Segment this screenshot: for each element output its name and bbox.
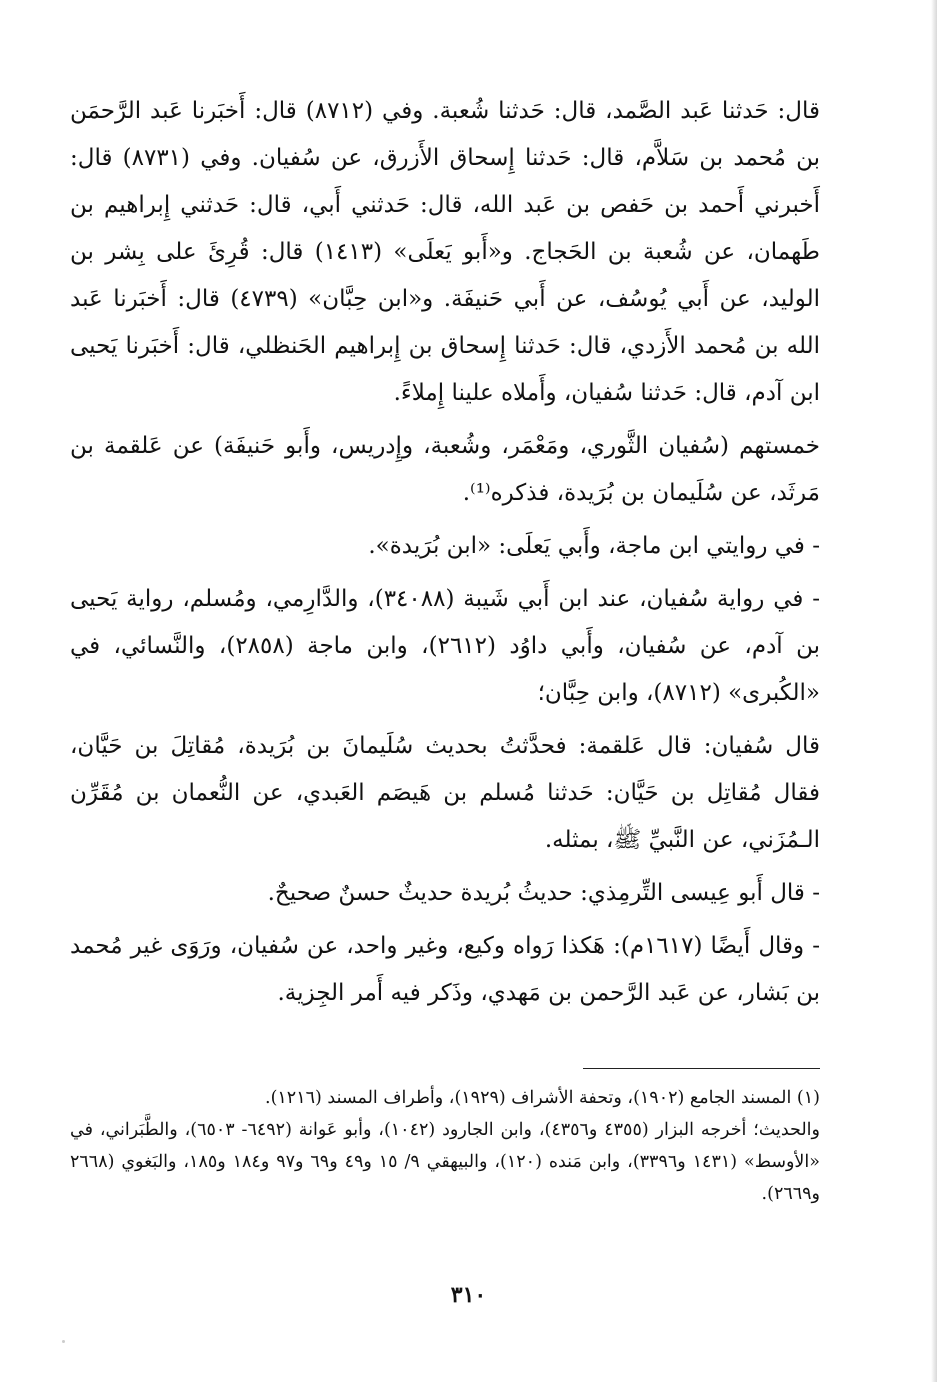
note-sufyan-narration: - في رواية سُفيان، عند ابن أَبي شَيبة (٣٤٠٨٨)، والدَّارِمي، ومُسلم، رواية يَحيى بن آدم، عن سُفيان، وأَبي داوُد (٢٦١٢)، وابن ماجة (٢٨٥٨)، والنَّسائي، في «الكُبرى» (٨٧١٢)، وابن حِبَّان؛ [70,586,821,706]
paragraph-chain: قال: حَدثنا عَبد الصَّمد، قال: حَدثنا شُعبة. وفي (٨٧١٢) قال: أَخبَرنا عَبد الرَّحمَن بن مُحمد بن سَلاَّم، قال: حَدثنا إِسحاق الأَزرق، عن سُفيان. وفي (٨٧٣١) قال: أَخبرني أَحمد بن حَفص بن عَبد الله، قال: حَدثني أَبي، قال: حَدثني إِبراهيم بن طَهمان، عن شُعبة بن الحَجاج. و«أَبو يَعلَى» (١٤١٣) قال: قُرِئَ على بِشر بن الوليد، عن أَبي يُوسُف، عن أَبي حَنيفَة. و«ابن حِبَّان» (٤٧٣٩) قال: أَخبَرنا عَبد الله بن مُحمد الأَزدي، قال: حَدثنا إِسحاق بن إِبراهيم الحَنظلي، قال: أَخبَرنا يَحيى ابن آدم، قال: حَدثنا سُفيان، وأَملاه علينا إِملاءً. [70,98,820,406]
main-text [70,88,820,1017]
scan-edge-shadow [931,0,937,1382]
note-tirmidhi-also: - وقال أَيضًا (١٦١٧م): هَكذا رَواه وكيع، وغير واحد، عن سُفيان، ورَوَى غير مُحمد بن بَشار، عن عَبد الرَّحمن بن مَهدي، وذَكر فيه أَمر الجِزية. [70,933,820,1006]
paragraph-summary: خمستهم (سُفيان الثَّوري، ومَعْمَر، وشُعبة، وإِدريس، وأَبو حَنيفَة) عن عَلقمة بن مَرثَد، عن سُلَيمان بن بُرَيدة، فذكره⁽¹⁾. [70,433,820,506]
footnote-divider [583,1068,820,1069]
note-tirmidhi: - قال أَبو عِيسى التِّرمِذي: حديثُ بُريدة حديثٌ حسنٌ صحيحٌ. [267,880,820,906]
footnotes [70,1082,820,1210]
footnote-1: (١) المسند الجامع (١٩٠٢)، وتحفة الأشراف (١٩٢٩)، وأطراف المسند (١٢١٦). [265,1088,820,1108]
footnote-2: والحديث؛ أخرجه البزار (٤٣٥٥ و٤٣٥٦)، وابن الجارود (١٠٤٢)، وأبو عَوانة (٦٤٩٢- ٦٥٠٣)، والطَّبَراني، في «الأوسط» (١٤٣١ و٣٣٩٦)، وابن مَنده (١٢٠)، والبيهقي ٩/ ١٥ و٤٩ و٦٩ و٩٧ و١٨٤ و١٨٥، والبَغوي (٢٦٦٨ و٢٦٦٩). [70,1120,820,1204]
page-number: ٣١٠ [450,1282,487,1308]
note-ibn-majah: - في روايتي ابن ماجة، وأَبي يَعلَى: «ابن بُرَيدة». [368,533,820,559]
paragraph-sufyan-quote: قال سُفيان: قال عَلقمة: فحدَّثتُ بحديث سُلَيمانَ بن بُرَيدة، مُقاتِلَ بن حَيَّان، فقال مُقاتِل بن حَيَّان: حَدثنا مُسلم بن هَيصَم العَبدي، عن النُّعمان بن مُقَرِّن الـمُزَني، عن النَّبيِّ ﷺ، بمثله. [70,733,820,853]
scan-speck [62,1340,65,1343]
